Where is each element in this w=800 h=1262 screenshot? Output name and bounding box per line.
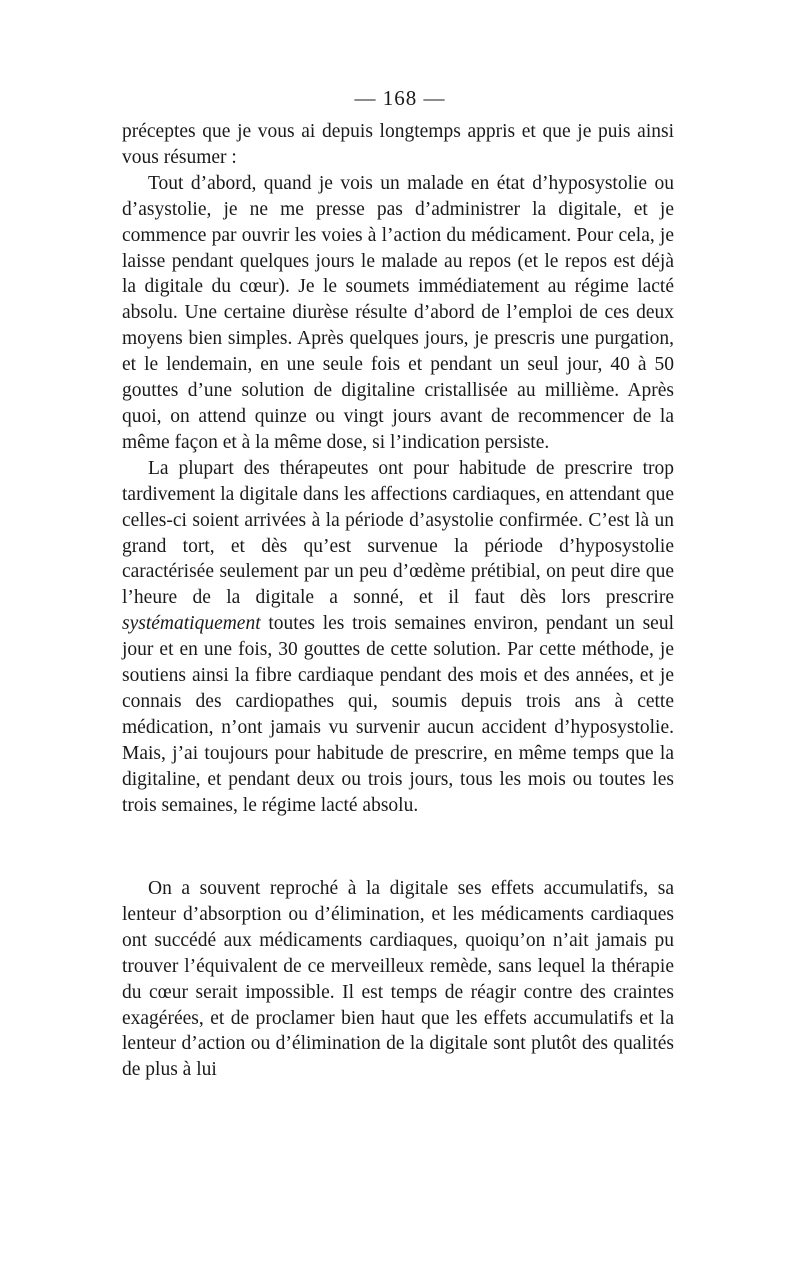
paragraph-therapists-end: toutes les trois semaines environ, pendant un seul jour et en une fois, 30 gouttes de cette solution. Par cette méthode, je soutiens ainsi la fibre cardiaque pendant des mois et des années, et je connais des cardiopathes qui, soumis depuis trois ans à cette médication, n’ont jamais vu survenir aucun accident d’hyposystolie. Mais, j’ai toujours pour habitude de prescrire, en même temps que la digitaline, et pendant deux ou trois jours, tous les mois ou toutes les trois semaines, le régime lacté absolu. [122, 613, 674, 816]
page-number: — 168 — [354, 86, 446, 110]
paragraph-continuation: préceptes que je vous ai depuis longtemps appris et que je puis ainsi vous résumer : [122, 121, 674, 168]
paragraph-accumulation: On a souvent reproché à la digitale ses effets accumulatifs, sa lenteur d’absorption ou d’élimination, et les médicaments cardiaques ont succédé aux médicaments cardiaques, quoiqu’on n’ait jamais pu trouver l’équivalent de ce merveilleux remède, sans lequel la thérapie du cœur serait impossible. Il est temps de réagir contre des craintes exagérées, et de proclamer bien haut que les effets accumulatifs et la lenteur d’action ou d’élimination de la digitale sont plutôt des qualités de plus à lui [122, 878, 674, 1081]
text-block-lower [122, 876, 674, 1083]
paragraph-therapists-start: La plupart des thérapeutes ont pour habitude de prescrire trop tardivement la digitale dans les affections cardiaques, en attendant que celles-ci soient arrivées à la période d’asystolie confirmée. C’est là un grand tort, et dès qu’est survenue la période d’hyposystolie caractérisée seulement par un peu d’œdème prétibial, on peut dire que l’heure de la digitale a sonné, et il faut dès lors prescrire [122, 457, 674, 609]
paragraph-therapists [122, 456, 674, 819]
paragraph-treatment: Tout d’abord, quand je vois un malade en état d’hyposystolie ou d’asystolie, je ne me presse pas d’administrer la digitale, et je commence par ouvrir les voies à l’action du médicament. Pour cela, je laisse pendant quelques jours le malade au repos (et le repos est déjà la digitale du cœur). Je le soumets immédiatement au régime lacté absolu. Une certaine diurèse résulte d’abord de l’emploi de ces deux moyens bien simples. Après quelques jours, je prescris une purgation, et le lendemain, en une seule fois et pendant un seul jour, 40 à 50 gouttes d’une solution de digitaline cristallisée au millième. Après quoi, on attend quinze ou vingt jours avant de recommencer de la même façon et à la même dose, si l’indication persiste. [122, 172, 674, 453]
emphasis-systematically: systématiquement [122, 613, 261, 635]
text-block-upper [122, 119, 674, 818]
